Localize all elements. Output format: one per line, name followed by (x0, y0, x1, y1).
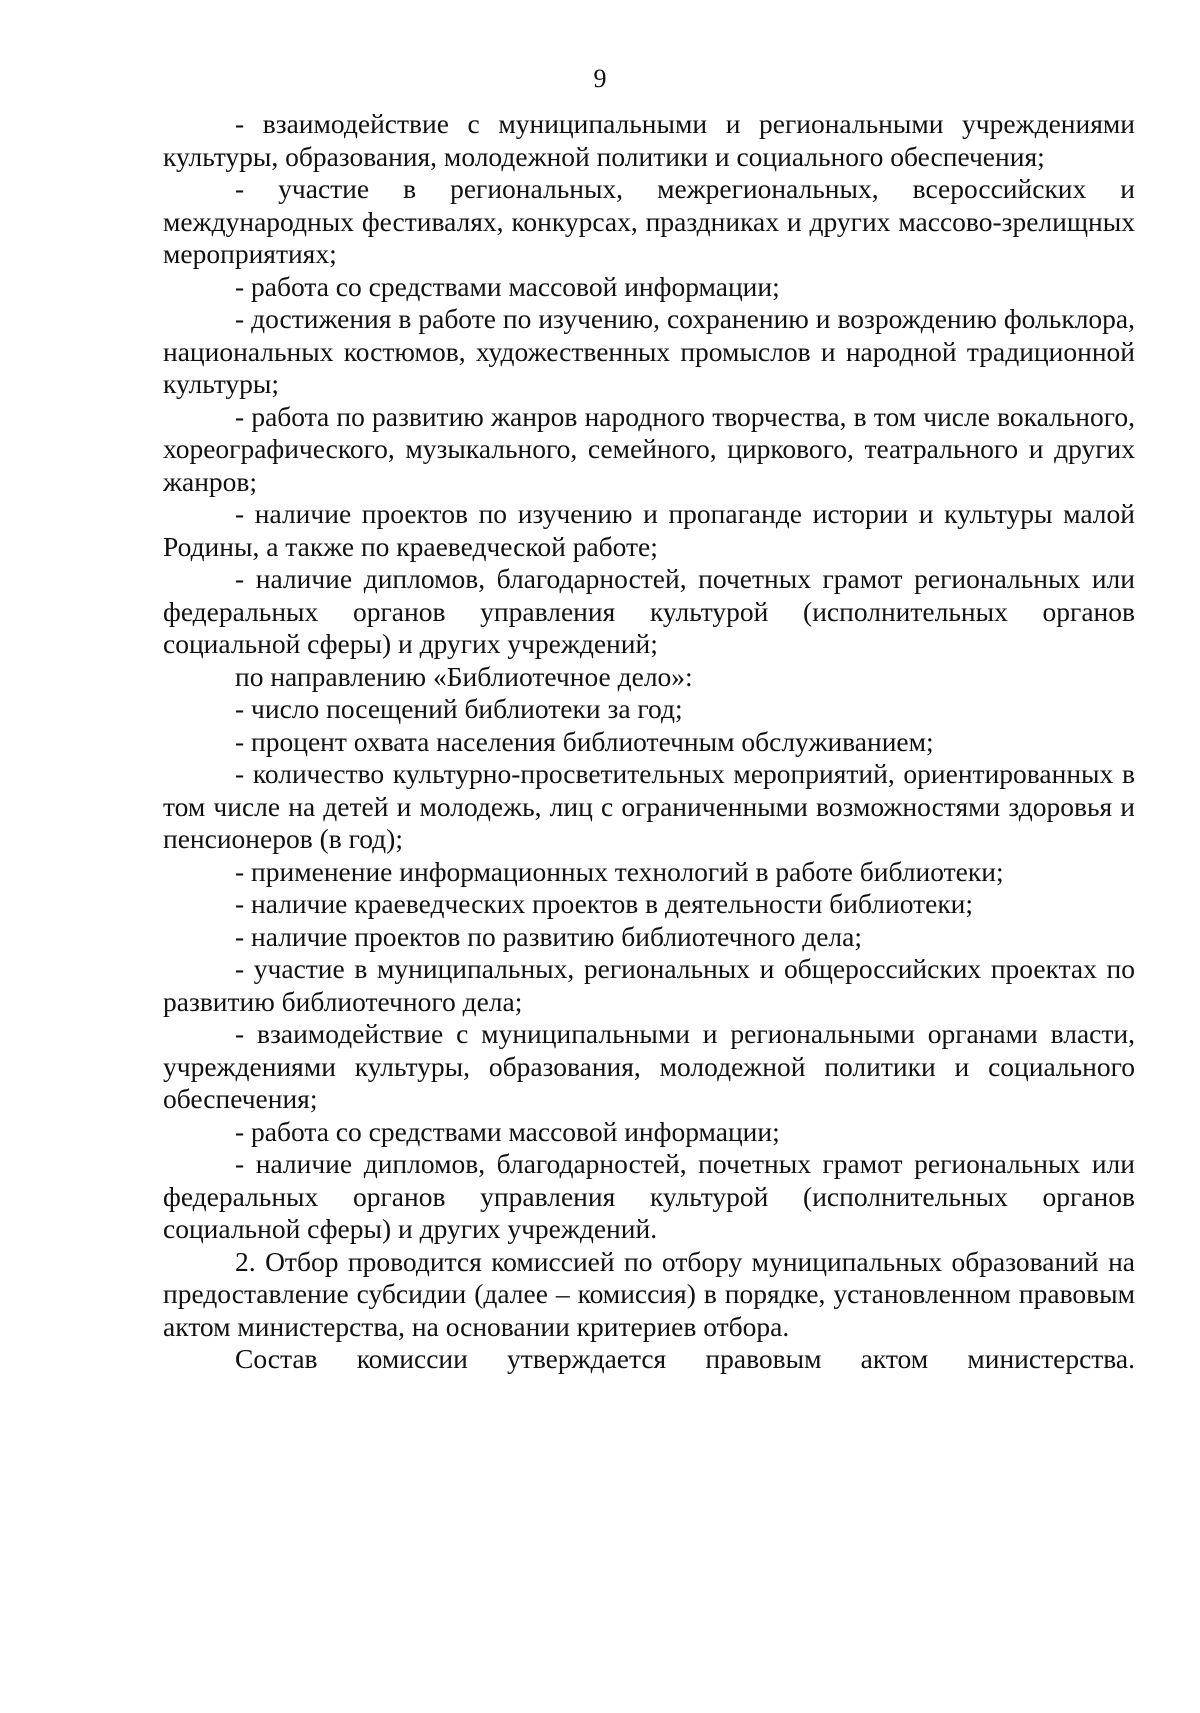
paragraph: - взаимодействие с муниципальными и региональными органами власти, учреждениями культуры, образования, молодежной политики и социального обеспечения; (163, 1018, 1135, 1114)
paragraph: - достижения в работе по изучению, сохранению и возрождению фольклора, национальных костюмов, художественных промыслов и народной традиционной культуры; (163, 303, 1135, 399)
numbered-paragraph: 2. Отбор проводится комиссией по отбору муниципальных образований на предоставление субсидии (далее – комиссия) в порядке, установленном правовым актом министерства, на основании критериев отбора. (163, 1245, 1135, 1342)
document-body (163, 108, 1135, 1376)
paragraph: - участие в региональных, межрегиональных, всероссийских и международных фестивалях, конкурсах, праздниках и других массово-зрелищных мероприятиях; (163, 173, 1135, 269)
paragraph: - наличие дипломов, благодарностей, почетных грамот региональных или федеральных органов управления культурой (исполнительных органов социальной сферы) и других учреждений. (163, 1148, 1135, 1244)
paragraph: - применение информационных технологий в работе библиотеки; (235, 855, 1004, 887)
paragraph: - наличие краеведческих проектов в деятельности библиотеки; (235, 888, 974, 919)
section-heading: по направлению «Библиотечное дело»: (235, 660, 693, 692)
paragraph: - число посещений библиотеки за год; (235, 693, 683, 724)
paragraph: - взаимодействие с муниципальными и региональными учреждениями культуры, образования, молодежной политики и социального обеспечения; (163, 108, 1135, 172)
paragraph: - наличие дипломов, благодарностей, почетных грамот региональных или федеральных органов управления культурой (исполнительных органов социальной сферы) и других учреждений; (163, 563, 1135, 659)
paragraph: - работа со средствами массовой информации; (235, 1115, 780, 1147)
paragraph: - количество культурно-просветительных мероприятий, ориентированных в том числе на детей и молодежь, лиц с ограниченными возможностями здоровья и пенсионеров (в год); (163, 758, 1135, 854)
paragraph: - участие в муниципальных, региональных и общероссийских проектах по развитию библиотечного дела; (163, 953, 1135, 1017)
paragraph: - наличие проектов по развитию библиотечного дела; (235, 920, 862, 952)
paragraph: - работа со средствами массовой информации; (235, 270, 780, 302)
page-number: 9 (593, 64, 607, 93)
paragraph: Состав комиссии утверждается правовым актом министерства. (235, 1343, 1135, 1374)
paragraph: - наличие проектов по изучению и пропаганде истории и культуры малой Родины, а также по краеведческой работе; (163, 498, 1135, 562)
paragraph: - процент охвата населения библиотечным обслуживанием; (235, 725, 934, 757)
paragraph: - работа по развитию жанров народного творчества, в том числе вокального, хореографического, музыкального, семейного, циркового, театрального и других жанров; (163, 400, 1135, 497)
